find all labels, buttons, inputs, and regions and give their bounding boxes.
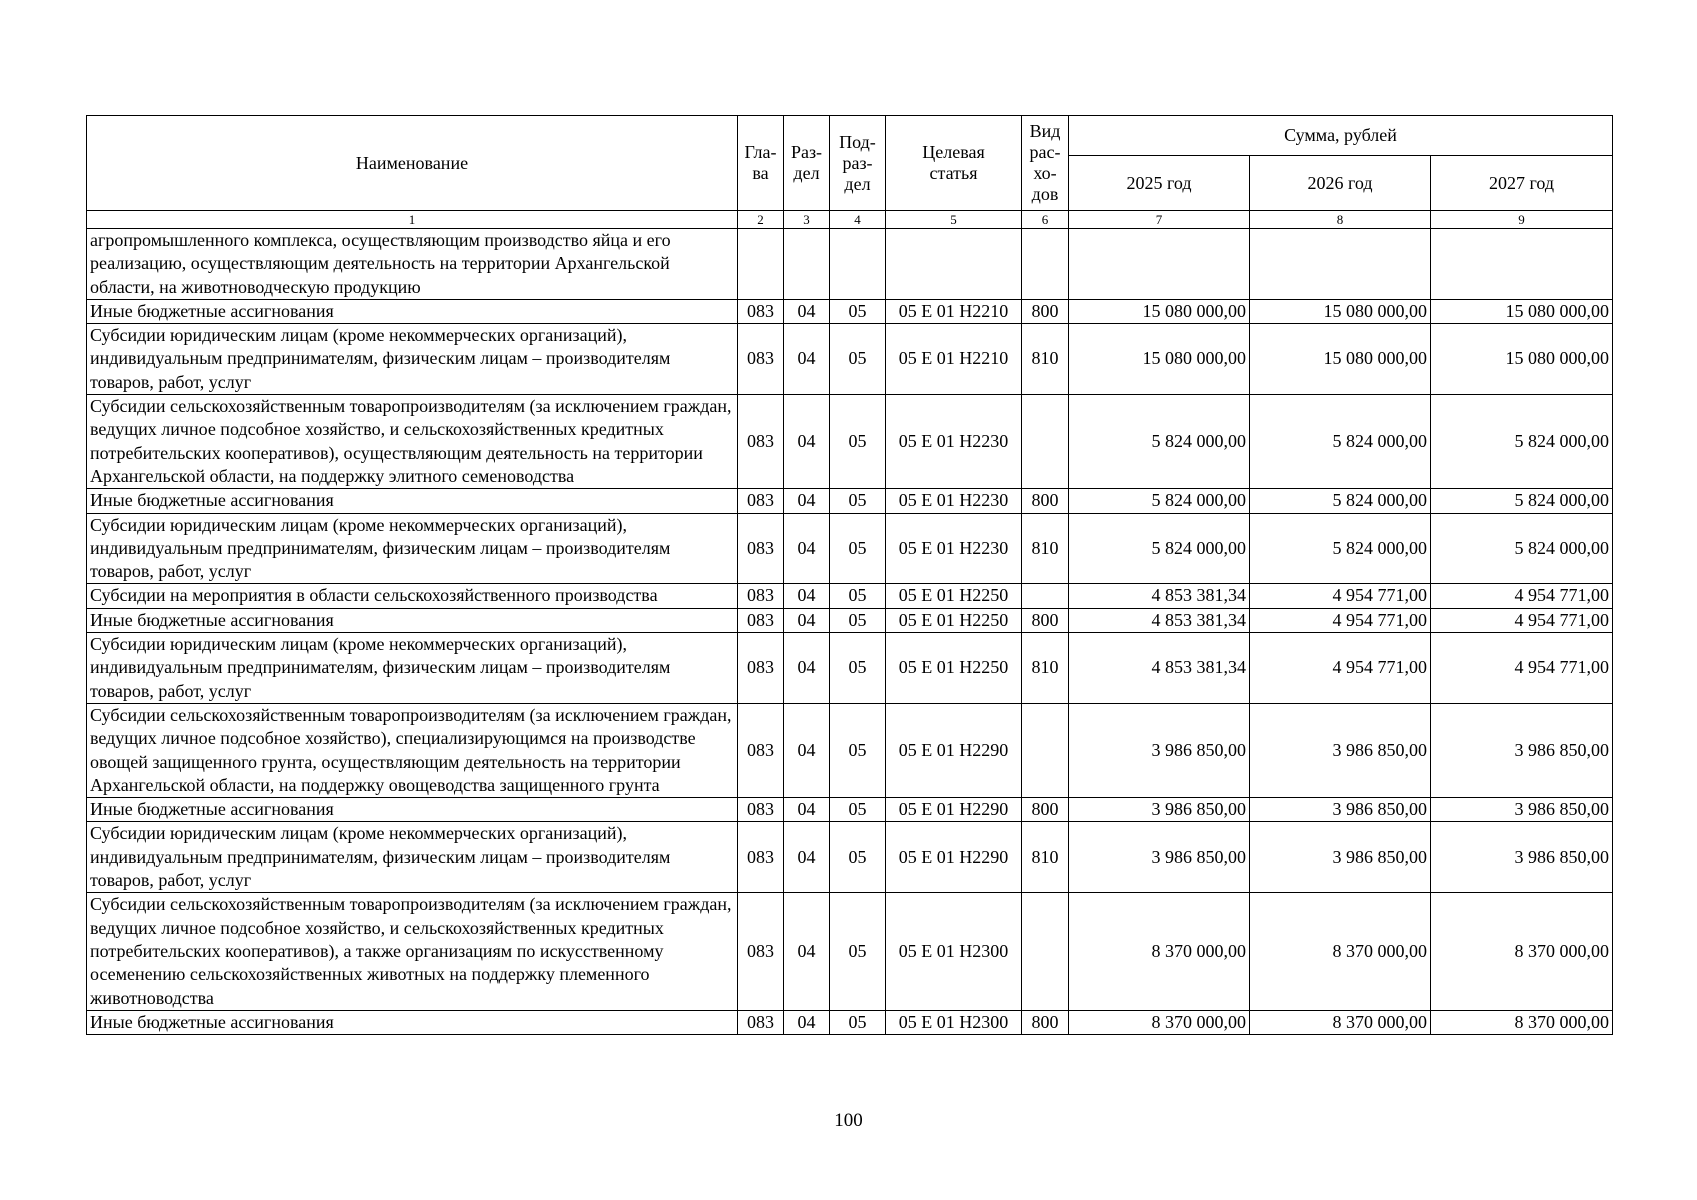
table-row (87, 893, 1613, 1010)
cell-podrazdel: 05 (830, 513, 886, 584)
cell-glava: 083 (738, 584, 784, 608)
cell-sum-2026: 5 824 000,00 (1250, 395, 1431, 489)
cell-vid-rashodov: 810 (1022, 822, 1069, 893)
cell-sum-2027: 15 080 000,00 (1431, 324, 1613, 395)
cell-sum-2026: 5 824 000,00 (1250, 513, 1431, 584)
cell-glava: 083 (738, 489, 784, 513)
cell-razdel: 04 (784, 798, 830, 822)
cell-sum-2025: 4 853 381,34 (1069, 608, 1250, 632)
cell-vid-rashodov (1022, 893, 1069, 1010)
cell-sum-2026: 3 986 850,00 (1250, 822, 1431, 893)
header-vid-rashodov: Вид рас- хо- дов (1022, 116, 1069, 211)
table-row (87, 822, 1613, 893)
table-row (87, 703, 1613, 797)
cell-podrazdel: 05 (830, 299, 886, 323)
cell-podrazdel: 05 (830, 395, 886, 489)
cell-tselevaya-statya: 05 Е 01 Н2250 (886, 633, 1022, 704)
cell-glava: 083 (738, 798, 784, 822)
cell-name: Субсидии юридическим лицам (кроме некоммерческих организаций), индивидуальным предпринимателям, физическим лицам – производителям товаров, работ, услуг (87, 633, 738, 704)
cell-vid-rashodov: 800 (1022, 1010, 1069, 1034)
cell-tselevaya-statya: 05 Е 01 Н2230 (886, 513, 1022, 584)
cell-glava: 083 (738, 822, 784, 893)
cell-name: Иные бюджетные ассигнования (87, 798, 738, 822)
cell-tselevaya-statya (886, 229, 1022, 300)
cell-sum-2027: 3 986 850,00 (1431, 822, 1613, 893)
cell-podrazdel: 05 (830, 798, 886, 822)
cell-razdel: 04 (784, 633, 830, 704)
header-col-num: 3 (784, 211, 830, 229)
cell-glava: 083 (738, 893, 784, 1010)
cell-tselevaya-statya: 05 Е 01 Н2250 (886, 584, 1022, 608)
cell-sum-2025: 8 370 000,00 (1069, 893, 1250, 1010)
cell-tselevaya-statya: 05 Е 01 Н2290 (886, 798, 1022, 822)
cell-vid-rashodov (1022, 395, 1069, 489)
table-row (87, 229, 1613, 300)
cell-tselevaya-statya: 05 Е 01 Н2230 (886, 489, 1022, 513)
cell-vid-rashodov: 810 (1022, 324, 1069, 395)
cell-glava: 083 (738, 633, 784, 704)
header-glava: Гла- ва (738, 116, 784, 211)
cell-razdel: 04 (784, 489, 830, 513)
cell-glava: 083 (738, 608, 784, 632)
cell-name: Субсидии юридическим лицам (кроме некоммерческих организаций), индивидуальным предпринимателям, физическим лицам – производителям товаров, работ, услуг (87, 324, 738, 395)
header-year-2026: 2026 год (1250, 156, 1431, 211)
cell-vid-rashodov (1022, 584, 1069, 608)
cell-name: агропромышленного комплекса, осуществляющим производство яйца и его реализацию, осуществляющим деятельность на территории Архангельской области, на животноводческую продукцию (87, 229, 738, 300)
cell-sum-2026: 4 954 771,00 (1250, 584, 1431, 608)
cell-sum-2027: 5 824 000,00 (1431, 513, 1613, 584)
table-header (87, 116, 1613, 229)
cell-tselevaya-statya: 05 Е 01 Н2210 (886, 299, 1022, 323)
cell-sum-2026 (1250, 229, 1431, 300)
cell-razdel: 04 (784, 299, 830, 323)
cell-razdel (784, 229, 830, 300)
cell-razdel: 04 (784, 513, 830, 584)
table-row (87, 324, 1613, 395)
cell-sum-2025: 15 080 000,00 (1069, 299, 1250, 323)
cell-glava (738, 229, 784, 300)
table-row (87, 1010, 1613, 1034)
cell-sum-2027 (1431, 229, 1613, 300)
cell-tselevaya-statya: 05 Е 01 Н2290 (886, 822, 1022, 893)
cell-vid-rashodov (1022, 229, 1069, 300)
header-col-num: 2 (738, 211, 784, 229)
table-body (87, 229, 1613, 1035)
cell-name: Субсидии юридическим лицам (кроме некоммерческих организаций), индивидуальным предпринимателям, физическим лицам – производителям товаров, работ, услуг (87, 822, 738, 893)
cell-podrazdel: 05 (830, 324, 886, 395)
cell-vid-rashodov: 800 (1022, 798, 1069, 822)
cell-sum-2027: 8 370 000,00 (1431, 1010, 1613, 1034)
cell-name: Субсидии на мероприятия в области сельскохозяйственного производства (87, 584, 738, 608)
cell-sum-2027: 3 986 850,00 (1431, 703, 1613, 797)
header-razdel: Раз- дел (784, 116, 830, 211)
cell-sum-2026: 4 954 771,00 (1250, 608, 1431, 632)
header-col-num: 8 (1250, 211, 1431, 229)
cell-sum-2025: 5 824 000,00 (1069, 513, 1250, 584)
cell-sum-2025: 15 080 000,00 (1069, 324, 1250, 395)
table-row (87, 299, 1613, 323)
header-podrazdel: Под- раз- дел (830, 116, 886, 211)
header-year-2025: 2025 год (1069, 156, 1250, 211)
cell-name: Субсидии сельскохозяйственным товаропроизводителям (за исключением граждан, ведущих личное подсобное хозяйство, и сельскохозяйственных кредитных потребительских кооперативов), а также организациям по искусственному осеменению сельскохозяйственных животных на поддержку племенного животноводства (87, 893, 738, 1010)
cell-glava: 083 (738, 703, 784, 797)
cell-name: Иные бюджетные ассигнования (87, 608, 738, 632)
table-row (87, 608, 1613, 632)
cell-sum-2025: 3 986 850,00 (1069, 798, 1250, 822)
cell-razdel: 04 (784, 584, 830, 608)
cell-tselevaya-statya: 05 Е 01 Н2300 (886, 1010, 1022, 1034)
cell-podrazdel: 05 (830, 608, 886, 632)
cell-razdel: 04 (784, 1010, 830, 1034)
header-summa: Сумма, рублей (1069, 116, 1613, 156)
cell-sum-2026: 15 080 000,00 (1250, 324, 1431, 395)
cell-glava: 083 (738, 1010, 784, 1034)
cell-sum-2026: 15 080 000,00 (1250, 299, 1431, 323)
cell-razdel: 04 (784, 608, 830, 632)
cell-glava: 083 (738, 299, 784, 323)
cell-sum-2025: 4 853 381,34 (1069, 584, 1250, 608)
cell-name: Иные бюджетные ассигнования (87, 1010, 738, 1034)
page-number: 100 (834, 1110, 863, 1131)
cell-tselevaya-statya: 05 Е 01 Н2210 (886, 324, 1022, 395)
cell-vid-rashodov: 800 (1022, 608, 1069, 632)
cell-name: Иные бюджетные ассигнования (87, 489, 738, 513)
header-name: Наименование (87, 116, 738, 211)
budget-table (86, 115, 1613, 1035)
cell-sum-2027: 4 954 771,00 (1431, 633, 1613, 704)
cell-vid-rashodov: 800 (1022, 489, 1069, 513)
cell-sum-2025: 5 824 000,00 (1069, 489, 1250, 513)
cell-vid-rashodov (1022, 703, 1069, 797)
cell-sum-2027: 8 370 000,00 (1431, 893, 1613, 1010)
table-row (87, 633, 1613, 704)
budget-sheet (86, 115, 1612, 1035)
header-col-num: 1 (87, 211, 738, 229)
cell-razdel: 04 (784, 324, 830, 395)
cell-podrazdel: 05 (830, 489, 886, 513)
table-row (87, 798, 1613, 822)
cell-sum-2027: 5 824 000,00 (1431, 489, 1613, 513)
cell-podrazdel (830, 229, 886, 300)
cell-sum-2025: 8 370 000,00 (1069, 1010, 1250, 1034)
cell-sum-2026: 8 370 000,00 (1250, 1010, 1431, 1034)
cell-sum-2027: 15 080 000,00 (1431, 299, 1613, 323)
cell-tselevaya-statya: 05 Е 01 Н2250 (886, 608, 1022, 632)
header-col-num: 4 (830, 211, 886, 229)
cell-sum-2027: 4 954 771,00 (1431, 608, 1613, 632)
header-col-num: 9 (1431, 211, 1613, 229)
cell-name: Субсидии сельскохозяйственным товаропроизводителям (за исключением граждан, ведущих личное подсобное хозяйство, и сельскохозяйственных кредитных потребительских кооперативов), осуществляющим деятельность на территории Архангельской области, на поддержку элитного семеноводства (87, 395, 738, 489)
cell-name: Субсидии сельскохозяйственным товаропроизводителям (за исключением граждан, ведущих личное подсобное хозяйство), специализирующимся на производстве овощей защищенного грунта, осуществляющим деятельность на территории Архангельской области, на поддержку овощеводства защищенного грунта (87, 703, 738, 797)
cell-sum-2025: 4 853 381,34 (1069, 633, 1250, 704)
table-row (87, 395, 1613, 489)
cell-razdel: 04 (784, 893, 830, 1010)
header-col-num: 5 (886, 211, 1022, 229)
table-row (87, 584, 1613, 608)
cell-vid-rashodov: 810 (1022, 513, 1069, 584)
cell-razdel: 04 (784, 395, 830, 489)
cell-razdel: 04 (784, 822, 830, 893)
cell-podrazdel: 05 (830, 822, 886, 893)
cell-sum-2026: 3 986 850,00 (1250, 703, 1431, 797)
cell-tselevaya-statya: 05 Е 01 Н2230 (886, 395, 1022, 489)
cell-name: Иные бюджетные ассигнования (87, 299, 738, 323)
cell-podrazdel: 05 (830, 584, 886, 608)
cell-sum-2026: 8 370 000,00 (1250, 893, 1431, 1010)
cell-sum-2025: 5 824 000,00 (1069, 395, 1250, 489)
cell-glava: 083 (738, 324, 784, 395)
cell-vid-rashodov: 810 (1022, 633, 1069, 704)
cell-sum-2025: 3 986 850,00 (1069, 822, 1250, 893)
cell-sum-2025 (1069, 229, 1250, 300)
header-col-num: 7 (1069, 211, 1250, 229)
cell-sum-2026: 4 954 771,00 (1250, 633, 1431, 704)
cell-podrazdel: 05 (830, 703, 886, 797)
header-year-2027: 2027 год (1431, 156, 1613, 211)
table-row (87, 489, 1613, 513)
header-col-num: 6 (1022, 211, 1069, 229)
table-row (87, 513, 1613, 584)
cell-podrazdel: 05 (830, 633, 886, 704)
cell-razdel: 04 (784, 703, 830, 797)
cell-sum-2026: 3 986 850,00 (1250, 798, 1431, 822)
header-tselevaya-statya: Целевая статья (886, 116, 1022, 211)
cell-name: Субсидии юридическим лицам (кроме некоммерческих организаций), индивидуальным предпринимателям, физическим лицам – производителям товаров, работ, услуг (87, 513, 738, 584)
cell-vid-rashodov: 800 (1022, 299, 1069, 323)
cell-glava: 083 (738, 395, 784, 489)
cell-podrazdel: 05 (830, 893, 886, 1010)
cell-sum-2027: 3 986 850,00 (1431, 798, 1613, 822)
cell-glava: 083 (738, 513, 784, 584)
cell-sum-2025: 3 986 850,00 (1069, 703, 1250, 797)
cell-sum-2027: 4 954 771,00 (1431, 584, 1613, 608)
cell-podrazdel: 05 (830, 1010, 886, 1034)
cell-tselevaya-statya: 05 Е 01 Н2300 (886, 893, 1022, 1010)
cell-tselevaya-statya: 05 Е 01 Н2290 (886, 703, 1022, 797)
cell-sum-2026: 5 824 000,00 (1250, 489, 1431, 513)
cell-sum-2027: 5 824 000,00 (1431, 395, 1613, 489)
